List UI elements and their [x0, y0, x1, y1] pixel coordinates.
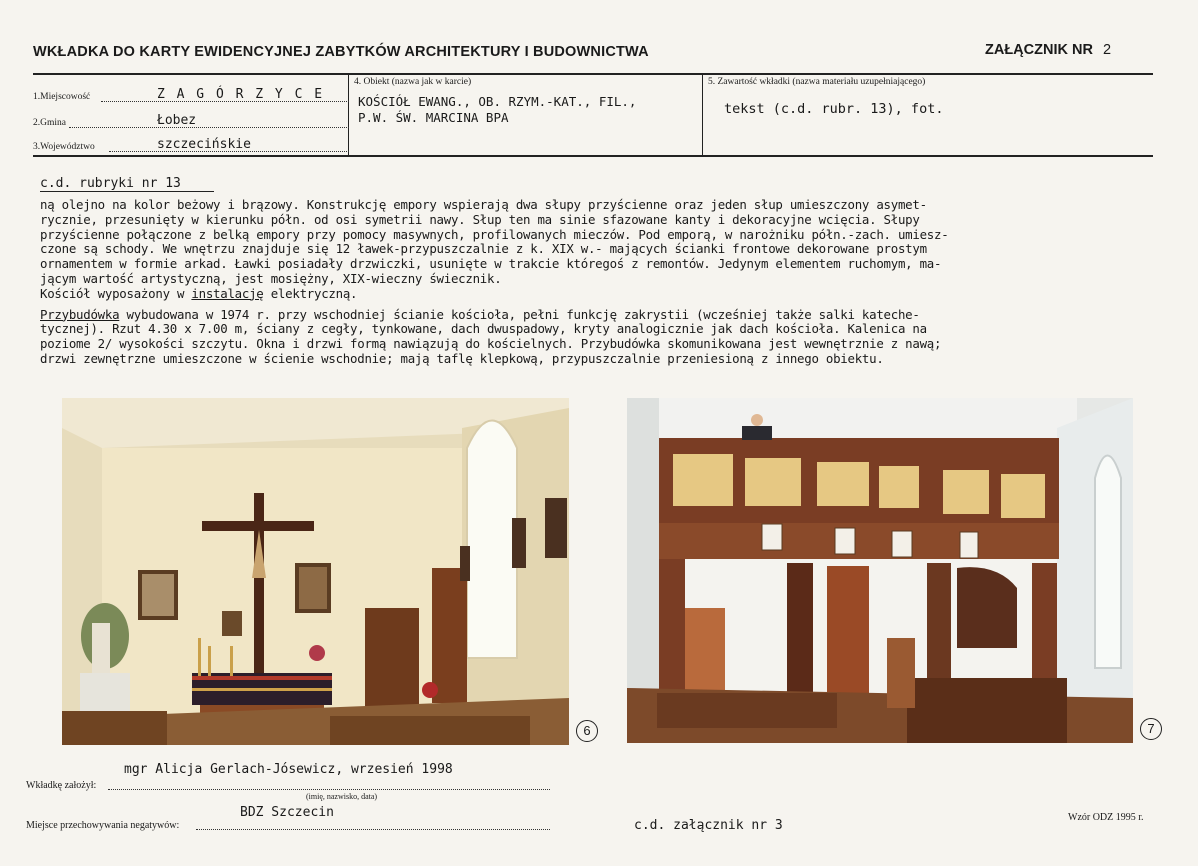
- annex-label: [985, 42, 1111, 58]
- install-underlined: instalację: [191, 285, 264, 301]
- author-hint: (imię, nazwisko, data): [306, 792, 378, 801]
- section-heading-underline: [40, 191, 214, 192]
- field-wojewodztwo: [33, 138, 343, 154]
- text-line: czone są schody. We wnętrzu znajduje się 12 ławek-przypuszczalnie z k. XIX w.- mających ścianki frontowe dekorowane prostym: [40, 241, 927, 257]
- miejscowosc-value: Z A G Ó R Z Y C E: [157, 87, 325, 102]
- annex-word: Przybudówka: [40, 306, 120, 322]
- storage-label: Miejsce przechowywania negatywów:: [26, 820, 180, 831]
- gmina-dots: [69, 127, 349, 128]
- annex-label-text: ZAŁĄCZNIK NR: [985, 42, 1093, 58]
- obiekt-label: 4. Obiekt (nazwa jak w karcie): [354, 77, 472, 87]
- zawartosc-value: tekst (c.d. rubr. 13), fot.: [724, 101, 944, 117]
- text-line: tycznej). Rzut 4.30 x 7.00 m, ściany z cegły, tynkowane, dach dwuspadowy, kryty analogicznie jak dach kościoła. Kalenica na: [40, 321, 927, 337]
- fields-bottom-rule: [33, 155, 1153, 157]
- section-heading-text: c.d. rubryki nr 13: [40, 176, 181, 191]
- obiekt-line-2: P.W. ŚW. MARCINA BPA: [358, 110, 509, 125]
- text-line: drzwi zewnętrzne umieszczone w ścienie wschodnie; mają taflę klepkową, przypuszczalnie przeniesioną z innego obiektu.: [40, 350, 884, 366]
- storage-dots: [196, 829, 550, 830]
- text-line: przyścienne połączone z belką empory przy pomocy masywnych, profilowanych mieczów. Pod emporą, w narożniku półn.-zach. umiesz-: [40, 226, 949, 242]
- obiekt-line-1: KOŚCIÓŁ EWANG., OB. RZYM.-KAT., FIL.,: [358, 94, 637, 109]
- photo-2-number: 7: [1140, 718, 1162, 740]
- install-suffix: elektryczną.: [263, 285, 358, 301]
- form-title: WKŁADKA DO KARTY EWIDENCYJNEJ ZABYTKÓW ARCHITEKTURY I BUDOWNICTWA: [33, 44, 649, 60]
- annex-number: 2: [1102, 42, 1112, 58]
- field-miejscowosc: [33, 88, 343, 104]
- text-line: rycznie, przesunięty w kierunku półn. od osi symetrii nawy. Słup ten ma sinie sfazowane kanty i dekoracyjne wcięcia. Słupy: [40, 211, 920, 227]
- field-gmina: [33, 114, 343, 130]
- wojewodztwo-value: szczecińskie: [157, 137, 251, 152]
- top-rule: [33, 73, 1153, 75]
- photo-1-number: 6: [576, 720, 598, 742]
- install-prefix: Kościół wyposażony w: [40, 285, 192, 301]
- author-label: Wkładkę założył:: [26, 780, 97, 791]
- photo-altar-image: [62, 398, 569, 745]
- description-text: [40, 198, 1170, 367]
- text-line: ną olejno na kolor beżowy i brązowy. Konstrukcję empory wspierają dwa słupy przyścienne oraz jeden słup umieszczony asymet-: [40, 197, 927, 212]
- text-line: ornamentem w formie arkad. Ławki posiadały drzwiczki, usunięte w trakcie któregoś z remontów. Jedynym elementem ruchomym, ma-: [40, 256, 942, 272]
- photo-gallery-image: [627, 398, 1133, 743]
- text-line: poziome 2/ wysokości szczytu. Okna i drzwi formą nawiązują do kościelnych. Przybudówka skomunikowana jest wewnętrznie z nawą;: [40, 336, 942, 352]
- author-value: mgr Alicja Gerlach-Jósewicz, wrzesień 1998: [124, 762, 453, 777]
- zawartosc-label: 5. Zawartość wkładki (nazwa materiału uzupełniającego): [708, 77, 926, 87]
- installation-line: [40, 287, 1170, 302]
- annex-text: wybudowana w 1974 r. przy wschodniej ścianie kościoła, pełni funkcję zakrystii (wcześniej także salki kateche-: [119, 306, 920, 322]
- miejscowosc-label: 1.Miejscowość: [33, 92, 91, 102]
- continuation-note: c.d. załącznik nr 3: [634, 818, 783, 833]
- gmina-label: 2.Gmina: [33, 118, 66, 128]
- gmina-value: Łobez: [157, 113, 197, 128]
- divider-1: [348, 74, 349, 156]
- wojewodztwo-label: 3.Województwo: [33, 142, 95, 152]
- annex-line: [40, 308, 1170, 323]
- form-version: Wzór ODZ 1995 r.: [1068, 812, 1144, 823]
- text-line: jącym wartość artystyczną, jest mosiężny, XIX-wieczny świecznik.: [40, 270, 502, 286]
- section-heading: [40, 176, 181, 191]
- divider-2: [702, 74, 703, 156]
- author-dots: [108, 789, 550, 790]
- photo-altar: [62, 398, 569, 745]
- storage-value: BDZ Szczecin: [240, 805, 334, 820]
- photo-gallery: [627, 398, 1133, 743]
